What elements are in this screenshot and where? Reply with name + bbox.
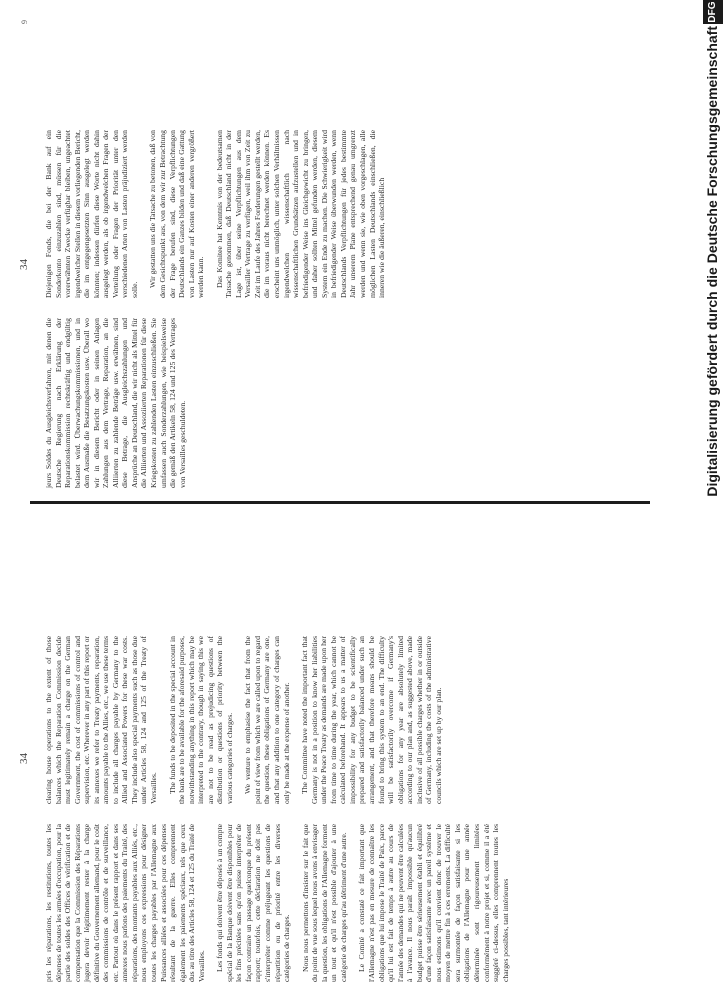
paragraph: Nous nous permettons d'insister sur le fait que du point de vue sous lequel nous avons à envisager la question, les obligations de l'Allemagne forment un tout et qu'il n'est possible d'ajouter à une catégorie de charges qu'au détriment d'une autre. bbox=[300, 824, 348, 982]
digitization-credit bbox=[700, 0, 727, 1000]
page-right bbox=[0, 0, 700, 500]
paragraph: Wir gestatten uns die Tatsache zu betonen, daß von dem Gesichtspunkt aus, von dem wir zur Betrachtung der Frage berufen sind, diese Verpflichtungen Deutschlands ein Ganzes bilden und daß eine Gattung von Lasten nur auf Kosten einer anderen vergrößert werden kann. bbox=[148, 130, 206, 298]
french-column bbox=[44, 824, 519, 982]
paragraph: jeurs Soldes du Ausgleichsverfahren, mit denen die Deutsche Regierung nach Erklärung der Reparationskommission rechtskräftig und endgültig belastet wird. Überwachungskommissionen, und in dem Ausmaße die Besatzungskosten usw. Überall wo wir in diesem Bericht oder in seinen Anlagen Zahlungen aus dem Vertrage, Reparation, an die Alliierten zu zahlende Beträge usw. erwähnen, sind diese Betrage, die Ausgleichszahlungen und Ansprüche an Deutschland, die wir nicht als Mittel für die Alliierten und Assoziierten Reparationen für diese Kriegskosten zu zahlenden Lasten einzuschließen. Sie umfassen auch Sonderzahlungen, wie beispielsweise die gemäß den Artikeln 58, 124 und 125 des Vertrages von Versailles geschuldeten. bbox=[44, 318, 187, 488]
paragraph: Das Komitee hat Kenntnis von der bedeutsamen Tatsache genommen, daß Deutschland nicht in der Lage ist, über seine Verpflichtungen aus dem Versailler Vertrage zu verfügen, weil ihm von Zeit zu Zeit im Laufe des Jahres Forderungen gestellt werden, die im voraus nicht berechnet werden können. Es erscheint uns unmöglich, unter solchen Verhältnissen irgendwelchen wissenschaftlich nach wissenschaftlichen Grundsätzen aufzustellen und in befriedigender Weise ins Gleichgewicht zu bringen, und daher sollten Mittel gefunden werden, diesem System ein Ende zu machen. Die Schwierigkeit wird in befriedigender Weise überwunden werden, wenn Deutschlands Verpflichtungen für jedes bestimmte Jahr unserem Plane entsprechend genau umgrenzt werden und wenn sie, wie oben vorgeschlagen, alle möglichen Lasten Deutschlands einschließen, die inneren wie die äußeren, einschließlich bbox=[214, 130, 387, 298]
page-number: 34 bbox=[18, 753, 30, 764]
german-column bbox=[44, 130, 396, 298]
paragraph: pris les réparations, les restitutions, toutes les dépenses de toutes les armées d'occupation, pour la partie des soldes des Offices de vérification et de compensation que la Commission des Réparations jugera devoir légitimement rester à la charge définitive du Gouvernement allemand, pour le coût des commissions de contrôle et de surveillance, etc. Partout où dans le présent rapport et dans ses annexes nous parlons des paiements du Traité, des réparations, des montants payables aux Alliés, etc., nous employons ces expressions pour désigner toutes les charges payables par l'Allemagne aux Puissances alliées et associées pour ces dépenses résultant de la guerre. Elles comprennent également les paiements spéciaux, tels que ceux dus au titre des Articles 58, 124 et 125 du Traité de Versailles. bbox=[44, 824, 206, 982]
paragraph: We venture to emphasise the fact that from the point of view from which we are called upon to regard the question, these obligations of Germany are one, and that any addition to one category of charges can only be made at the expense of another. bbox=[243, 636, 291, 804]
english-column bbox=[44, 636, 452, 804]
page-fold-line bbox=[30, 501, 650, 504]
page-number: 34 bbox=[18, 259, 30, 270]
top-column bbox=[44, 318, 196, 488]
margin-mark: 9 bbox=[20, 20, 29, 24]
dfg-logo: DFG bbox=[703, 0, 723, 24]
credit-text: Digitalisierung gefördert durch die Deutsche Forschungsgemeinschaft bbox=[704, 26, 720, 497]
paragraph: The funds to be deposited in the special account in the bank are to be available for the aforesaid purposes, notwithstanding anything in this report which may be interpreted to the contrary, though in saying this we are not to be read as prejudicing questions of distribution or questions of priority between the various categories of charges. bbox=[167, 636, 234, 804]
paragraph: clearing house operations to the extent of those balances which the Reparation Commission decide must legitimately remain a charge on the German Government, the cost of commissions of control and supervision, etc. Wherever in any part of this report or its annexes we refer to Treaty payments, reparation, amounts payable to the Allies, etc., we use these terms to include all charges payable by Germany to the Allied and Associated Powers for these war costs. They include also special payments such as those due under Articles 58, 124 and 125 of the Treaty of Versailles. bbox=[44, 636, 159, 804]
paragraph: Diejenigen Fonds, die bei der Bank auf ein Sonderkonto einzuzahlen sind, müssen für die vorerwähnten Zwecke verfügbar bleiben, ungeachtet irgendwelcher Stellen in diesem vorliegenden Bericht, die im entgegengesetzten Sinn ausgelegt werden könnten; indessen dürfen diese Worte nicht dahin ausgelegt werden, als ob irgendwelchen Fragen der Verteilung oder Fragen der Priorität unter den verschiedenen Arten von Lasten präjudiziert werden solle. bbox=[44, 130, 139, 298]
page-left bbox=[0, 500, 700, 1000]
paragraph: Le Comité a constaté ce fait important que l'Allemagne n'est pas en mesure de connaître les obligations que lui impose le Traité de Paix, parce qu'il lui est fait de temps à autre au cours de l'année des demandes qui ne peuvent être calculées à l'avance. Il nous paraît impossible qu'aucun budget puisse être sérieusement établi et équilibré d'une façon satisfaisante avec un pareil système et nous estimons qu'il convient donc de trouver le moyen de mettre fin à ces errements. La difficulté sera surmontée de façon satisfaisante si les obligations de l'Allemagne pour une année déterminée sont rigoureusement limitées conformément à notre projet et si, comme il a été suggéré ci-dessus, elles comprennent toutes les charges possibles, tant intérieures bbox=[357, 824, 510, 982]
paragraph: Les fonds qui doivent être déposés à un compte spécial de la Banque doivent être disponibles pour les fins précitées sans qu'on puisse interpréter de façon contraire un passage quelconque du présent rapport; toutefois, cette déclaration ne doit pas s'interpréter comme préjugeant les questions de répartition ou de priorité entre les diverses catégories de charges. bbox=[215, 824, 292, 982]
paragraph: The Committee have noted the important fact that Germany is not in a position to know her liabilities under the Peace Treaty as demands are made upon her from time to time during the year, which cannot be calculated beforehand. It appears to us a matter of impossibility for any budget to be scientifically prepared and satisfactorily balanced under such an arrangement, and that therefore means should be found to bring this system to an end. The difficulty will be satisfactorily overcome if Germany's obligations for any year are absolutely limited according to our plan and, as suggested above, made inclusive of all possible charges whether in or outside of Germany, including the costs of the administrative councils which are set up by our plan. bbox=[300, 636, 443, 804]
